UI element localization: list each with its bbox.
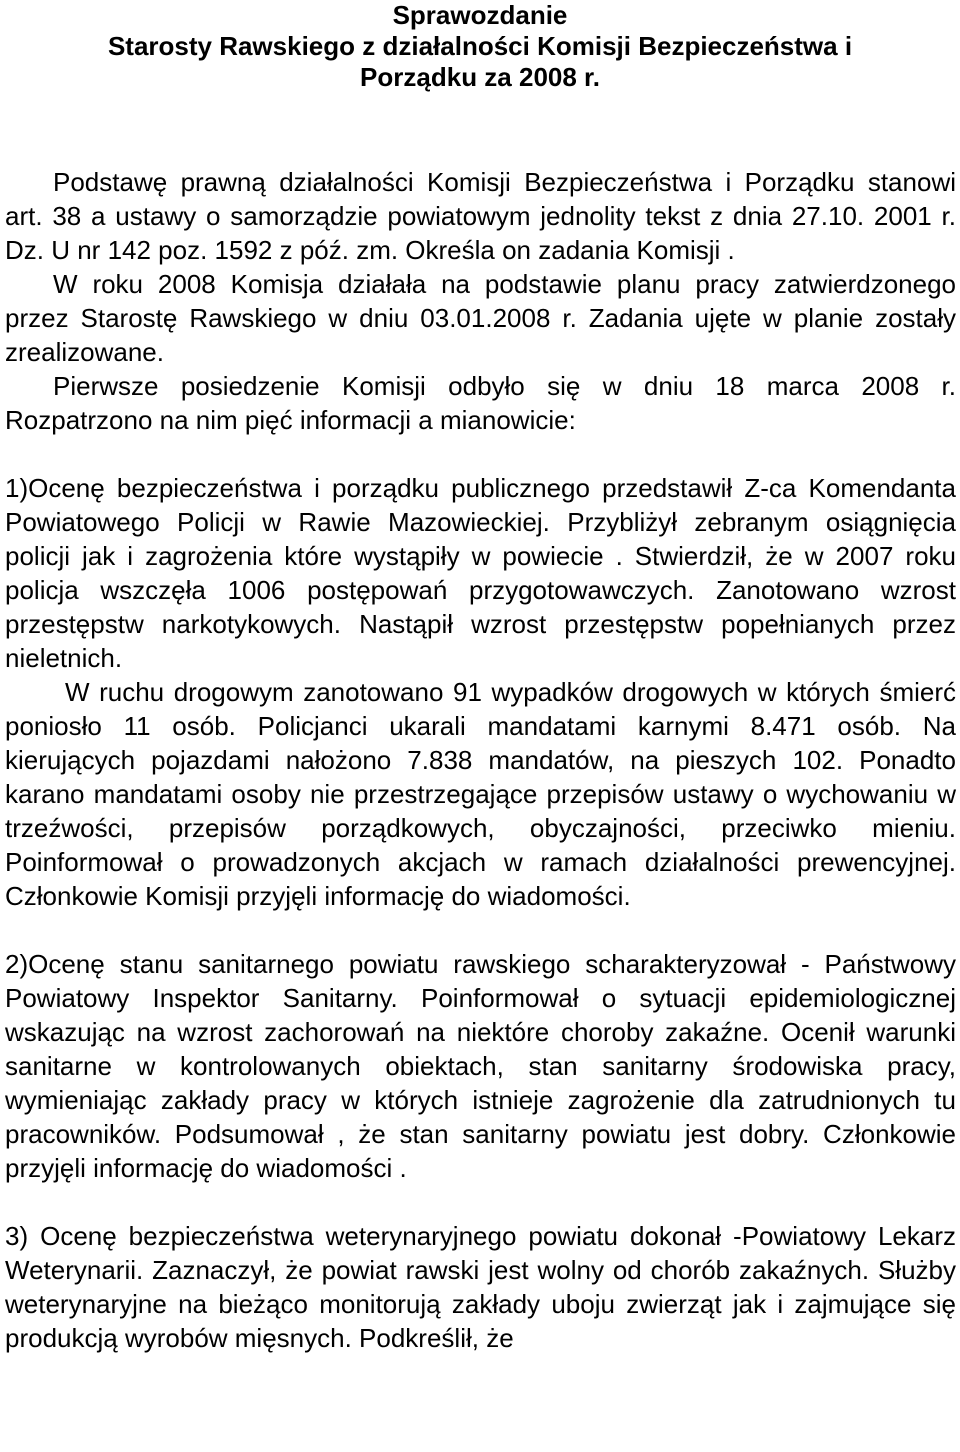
- title-line-3: Porządku za 2008 r.: [360, 62, 600, 92]
- paragraph-work-plan: W roku 2008 Komisja działała na podstawie planu pracy zatwierdzonego przez Starostę Rawskiego w dniu 03.01.2008 r. Zadania ujęte w planie zostały zrealizowane.: [5, 269, 956, 367]
- document-title: [0, 0, 960, 93]
- paragraph-legal-basis: Podstawę prawną działalności Komisji Bezpieczeństwa i Porządku stanowi art. 38 a ustawy o samorządzie powiatowym jednolity tekst z dnia 27.10. 2001 r. Dz. U nr 142 poz. 1592 z póź. zm. Określa on zadania Komisji .: [5, 167, 956, 265]
- spacer: [5, 913, 956, 947]
- paragraph-first-meeting: Pierwsze posiedzenie Komisji odbyło się w dniu 18 marca 2008 r. Rozpatrzono na nim pięć informacji a mianowicie:: [5, 371, 956, 435]
- spacer: [5, 437, 956, 471]
- spacer: [5, 1185, 956, 1219]
- paragraph-veterinary-report: 3) Ocenę bezpieczeństwa weterynaryjnego powiatu dokonał -Powiatowy Lekarz Weterynarii. Zaznaczył, że powiat rawski jest wolny od chorób zakaźnych. Służby weterynaryjne na bieżąco monitorują zakłady uboju zwierząt jak i zajmujące się produkcją wyrobów mięsnych. Podkreślił, że: [5, 1221, 956, 1353]
- document-body: [5, 165, 956, 1355]
- title-line-2: Starosty Rawskiego z działalności Komisji Bezpieczeństwa i: [107, 31, 853, 61]
- paragraph-sanitary-report: 2)Ocenę stanu sanitarnego powiatu rawskiego scharakteryzował - Państwowy Powiatowy Inspektor Sanitarny. Poinformował o sytuacji epidemiologicznej wskazując na wzrost zachorowań na niektóre choroby zakaźne. Ocenił warunki sanitarne w kontrolowanych obiektach, stan sanitarny środowiska pracy, wymieniając zakłady pracy w których istnieje zagrożenie dla zatrudnionych tu pracowników. Podsumował , że stan sanitarny powiatu jest dobry. Członkowie przyjęli informację do wiadomości .: [5, 949, 956, 1183]
- title-line-1: Sprawozdanie: [392, 0, 568, 30]
- paragraph-police-report: 1)Ocenę bezpieczeństwa i porządku publicznego przedstawił Z-ca Komendanta Powiatowego Policji w Rawie Mazowieckiej. Przybliżył zebranym osiągnięcia policji jak i zagrożenia które wystąpiły w powiecie . Stwierdził, że w 2007 roku policja wszczęła 1006 postępowań przygotowawczych. Zanotowano wzrost przestępstw narkotykowych. Nastąpił wzrost przestępstw popełnianych przez nieletnich.: [5, 473, 956, 673]
- paragraph-road-traffic: W ruchu drogowym zanotowano 91 wypadków drogowych w których śmierć poniosło 11 osób. Policjanci ukarali mandatami karnymi 8.471 osób. Na kierujących pojazdami nałożono 7.838 mandatów, na pieszych 102. Ponadto karano mandatami osoby nie przestrzegające przepisów ustawy o wychowaniu w trzeźwości, przepisów porządkowych, obyczajności, przeciwko mieniu. Poinformował o prowadzonych akcjach w ramach działalności prewencyjnej. Członkowie Komisji przyjęli informację do wiadomości.: [5, 677, 956, 911]
